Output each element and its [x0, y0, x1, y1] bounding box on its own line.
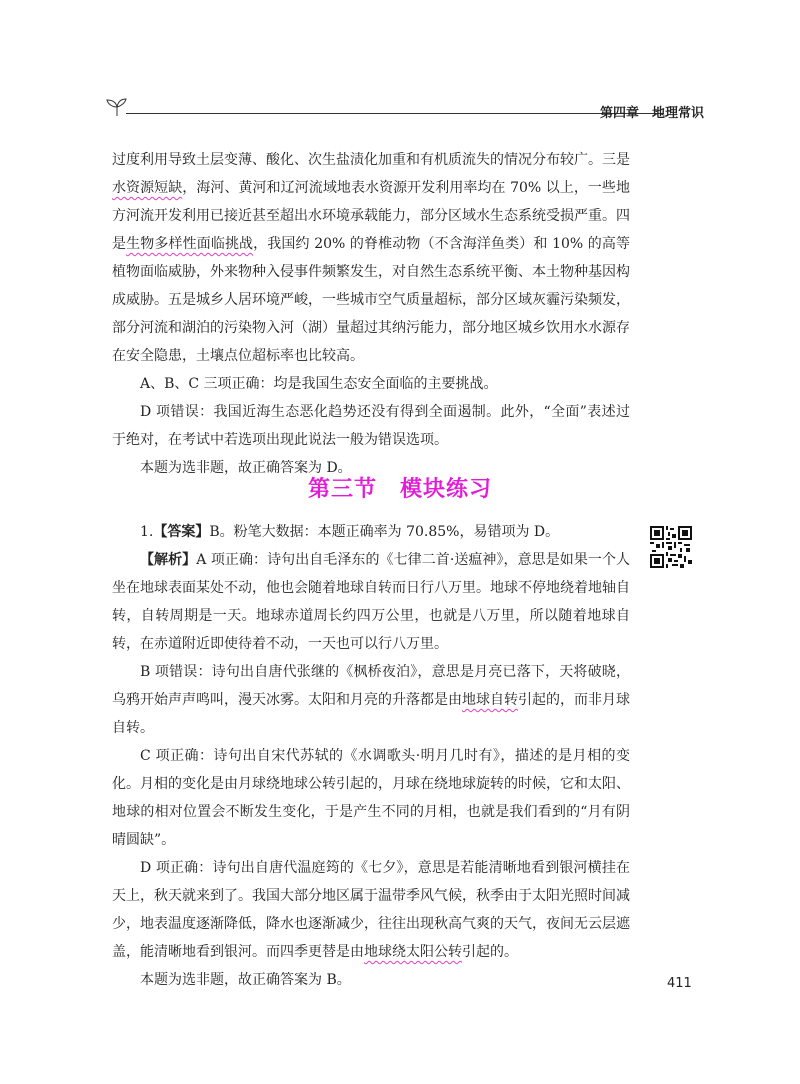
text-block-continued: [112, 146, 630, 482]
analysis-paragraph: 【解析】A 项正确：诗句出自毛泽东的《七律二首·送瘟神》，意思是如果一个人坐在地球表面某处不动，他也会随着地球自转而日行八万里。地球不停地绕着地轴自转，自转周期是一天。地球赤道周长约四万公里，也就是八万里，所以随着地球自转，在赤道附近即使待着不动，一天也可以行八万里。: [112, 552, 631, 652]
highlight-biodiversity: 生物多样性面临挑战: [126, 236, 254, 252]
highlight-earth-revolution: 地球绕太阳公转: [364, 944, 462, 960]
answer-label: 【答案】: [153, 524, 210, 540]
highlight-water-shortage: 水资源短缺: [112, 180, 183, 196]
paragraph-option-b: B 项错误：诗句出自唐代张继的《枫桥夜泊》，意思是月亮已落下，天将破晓，乌鸦开始声声鸣叫，漫天冰雾。太阳和月亮的升落都是由地球自转引起的，而非月球自转。: [112, 664, 630, 736]
qr-code-icon[interactable]: [650, 526, 692, 568]
page-number: 411: [667, 976, 692, 991]
text-block-exercise: [112, 518, 630, 994]
chapter-title: 第四章 地理常识: [599, 106, 704, 121]
paragraph-final-answer: 本题为选非题，故正确答案为 B。: [140, 972, 351, 988]
paragraph-conclusion: 本题为选非题，故正确答案为 D。: [140, 460, 352, 476]
section-title: 第三节 模块练习: [307, 477, 492, 502]
answer-line: 1.【答案】B。粉笔大数据：本题正确率为 70.85%，易错项为 D。: [140, 524, 560, 540]
paragraph-option-d: D 项错误：我国近海生态恶化趋势还没有得到全面遏制。此外，“全面”表述过于绝对，在考试中若选项出现此说法一般为错误选项。: [112, 404, 630, 448]
header-rule: [126, 113, 664, 114]
paragraph-challenges: 过度利用导致土层变薄、酸化、次生盐渍化加重和有机质流失的情况分布较广。三是水资源短缺，海河、黄河和辽河流域地表水资源开发利用率均在 70% 以上，一些地方河流开发利用已接近甚至超出水环境承载能力，部分区域水生态系统受损严重。四是生物多样性面临挑战，我国约 20% 的脊椎动物（不含海洋鱼类）和 10% 的高等植物面临威胁，外来物种入侵事件频繁发生，对自然生态系统平衡、本土物种基因构成威胁。五是城乡人居环境严峻，一些城市空气质量超标，部分区域灰霾污染频发，部分河流和湖泊的污染物入河（湖）量超过其纳污能力，部分地区城乡饮用水水源存在安全隐患，土壤点位超标率也比较高。: [112, 152, 630, 364]
page-header: [104, 96, 704, 124]
paragraph-option-abc: A、B、C 三项正确：均是我国生态安全面临的主要挑战。: [140, 376, 498, 392]
paragraph-option-c: C 项正确：诗句出自宋代苏轼的《水调歌头·明月几时有》，描述的是月相的变化。月相的变化是由月球绕地球公转引起的，月球在绕地球旋转的时候，它和太阳、地球的相对位置会不断发生变化，于是产生不同的月相，也就是我们看到的“月有阴晴圆缺”。: [112, 748, 630, 848]
paragraph-option-d2: D 项正确：诗句出自唐代温庭筠的《七夕》，意思是若能清晰地看到银河横挂在天上，秋天就来到了。我国大部分地区属于温带季风气候，秋季由于太阳光照时间减少，地表温度逐渐降低，降水也逐渐减少，往往出现秋高气爽的天气，夜间无云层遮盖，能清晰地看到银河。而四季更替是由地球绕太阳公转引起的。: [112, 860, 630, 960]
highlight-earth-rotation: 地球自转: [462, 692, 518, 708]
leaf-sprout-icon: [104, 98, 130, 118]
analysis-label: 【解析】: [140, 552, 197, 568]
